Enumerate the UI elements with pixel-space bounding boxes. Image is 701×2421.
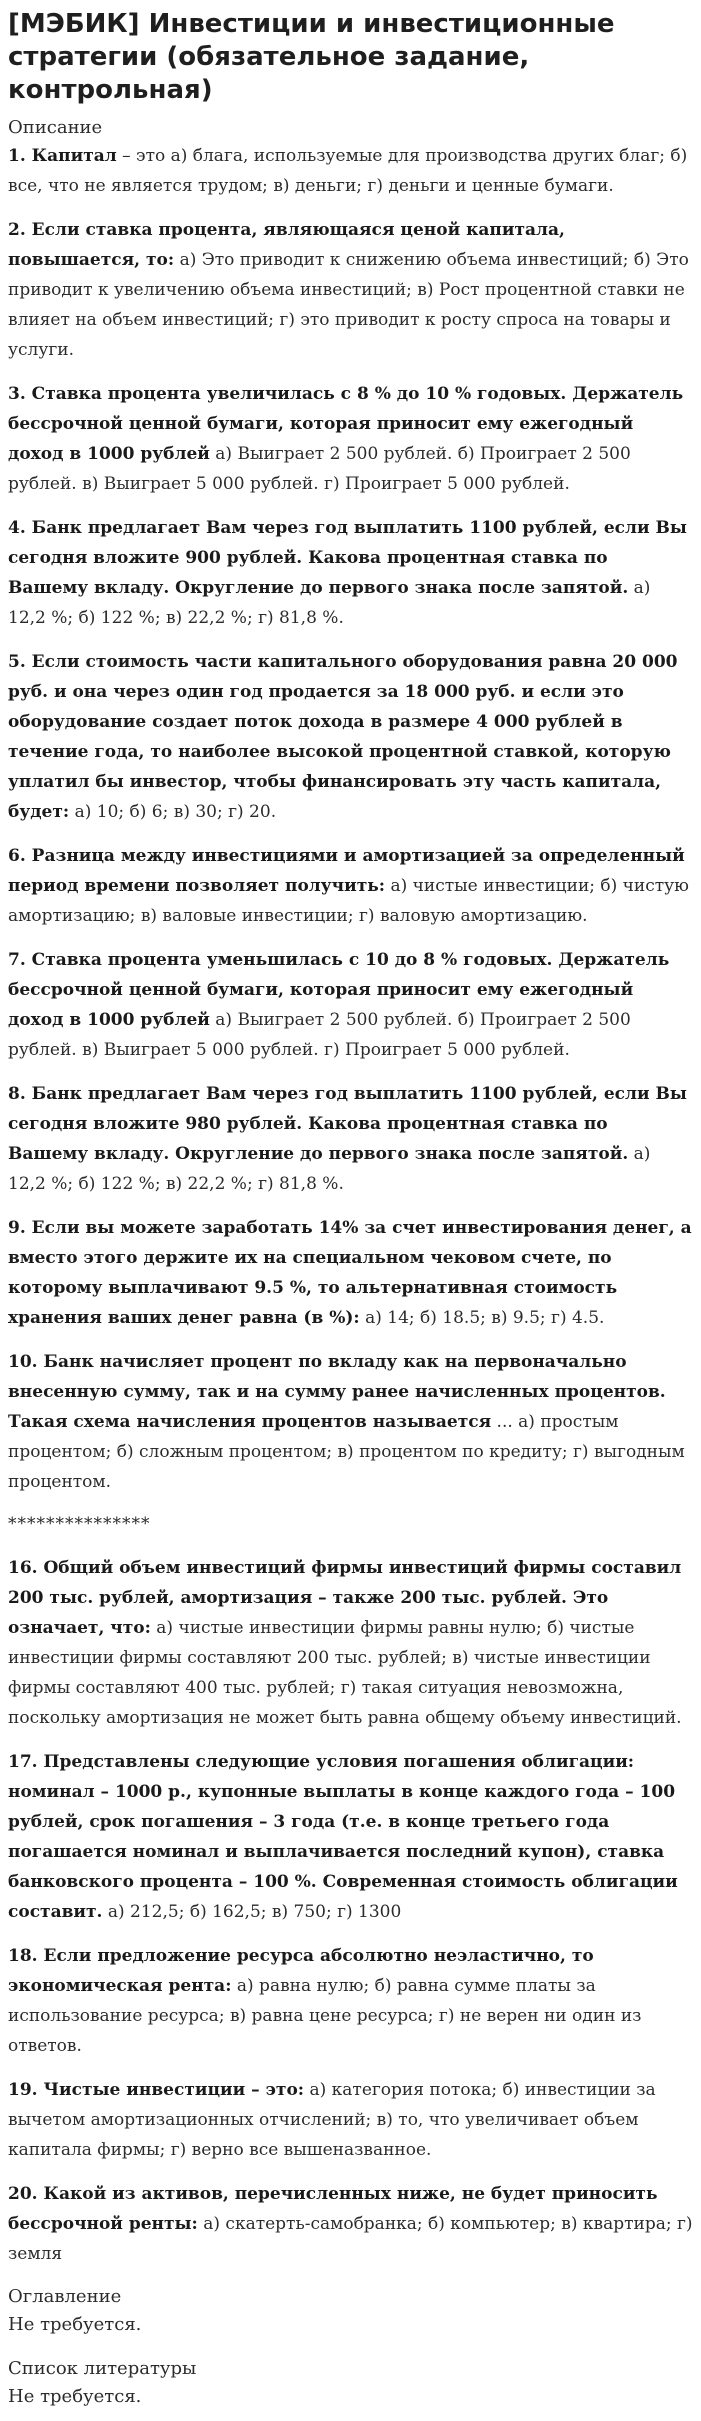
page-title: [МЭБИК] Инвестиции и инвестиционные стратегии (обязательное задание, контрольная)	[8, 9, 615, 105]
question-text: 9. Если вы можете заработать 14% за счет инвестирования денег, а вместо этого держите их на специальном чековом счете, по которому выплачивают 9.5 %, то альтернативная стоимость хранения ваших денег равна (в %):	[8, 1218, 692, 1328]
question-text: 1. Капитал	[8, 146, 117, 166]
question-text: 6. Разница между инвестициями и амортизацией за определенный период времени позволяет получить:	[8, 846, 685, 896]
question-item	[8, 1347, 693, 1497]
answer-options: а) 12,2 %; б) 122 %; в) 22,2 %; г) 81,8 %.	[8, 578, 651, 628]
references-label: Список литературы	[8, 2358, 197, 2379]
question-item	[8, 2179, 693, 2269]
question-item	[8, 513, 693, 633]
question-item	[8, 647, 693, 827]
answer-options: ... а) простым процентом; б) сложным процентом; в) процентом по кредиту; г) выгодным процентом.	[8, 1412, 685, 1492]
answer-options: а) чистые инвестиции; б) чистую амортизацию; в) валовые инвестиции; г) валовую амортизацию.	[8, 876, 689, 926]
question-item	[8, 2075, 693, 2165]
answer-options: а) 212,5; б) 162,5; в) 750; г) 1300	[102, 1902, 402, 1922]
question-text: 18. Если предложение ресурса абсолютно неэластично, то экономическая рента:	[8, 1946, 594, 1996]
answer-options: а) Выиграет 2 500 рублей. б) Проиграет 2 500 рублей. в) Выиграет 5 000 рублей. г) Проиграет 5 000 рублей.	[8, 444, 631, 494]
references-value: Не требуется.	[8, 2386, 142, 2407]
answer-options: а) равна нулю; б) равна сумме платы за использование ресурса; в) равна цене ресурса; г) не верен ни один из ответов.	[8, 1976, 642, 2056]
answer-options: а) Выиграет 2 500 рублей. б) Проиграет 2 500 рублей. в) Выиграет 5 000 рублей. г) Проиграет 5 000 рублей.	[8, 1010, 631, 1060]
answer-options: а) 14; б) 18.5; в) 9.5; г) 4.5.	[359, 1308, 605, 1328]
answer-options: а) чистые инвестиции фирмы равны нулю; б) чистые инвестиции фирмы составляют 200 тыс. рублей; в) чистые инвестиции фирмы составляют 400 тыс. рублей; г) такая ситуация невозможна, поскольку амортизация не может быть равна общему объему инвестиций.	[8, 1618, 682, 1728]
answer-options: а) скатерть-самобранка; б) компьютер; в) квартира; г) земля	[8, 2214, 693, 2264]
references-block	[8, 2355, 693, 2411]
toc-label: Оглавление	[8, 2286, 122, 2307]
question-text: 17. Представлены следующие условия погашения облигации: номинал – 1000 р., купонные выплаты в конце каждого года – 100 рублей, срок погашения – 3 года (т.е. в конце третьего года погашается номинал и выплачивается последний купон), ставка банковского процента – 100 %. Современная стоимость облигации составит.	[8, 1752, 678, 1922]
answer-options: – это а) блага, используемые для производства других благ; б) все, что не является трудом; в) деньги; г) деньги и ценные бумаги.	[8, 146, 688, 196]
question-text: 5. Если стоимость части капитального оборудования равна 20 000 руб. и она через один год продается за 18 000 руб. и если это оборудование создает поток дохода в размере 4 000 рублей в течение года, то наиболее высокой процентной ставкой, которую уплатил бы инвестор, чтобы финансировать эту часть капитала, будет:	[8, 652, 678, 822]
question-text: 8. Банк предлагает Вам через год выплатить 1100 рублей, если Вы сегодня вложите 980 рублей. Какова процентная ставка по Вашему вкладу. Округление до первого знака после запятой.	[8, 1084, 687, 1164]
question-item	[8, 215, 693, 365]
question-text: 3. Ставка процента увеличилась с 8 % до 10 % годовых. Держатель бессрочной ценной бумаги, которая приносит ему ежегодный доход в 1000 рублей	[8, 384, 684, 464]
question-item	[8, 1079, 693, 1199]
question-text: 16. Общий объем инвестиций фирмы инвестиций фирмы составил 200 тыс. рублей, амортизация – также 200 тыс. рублей. Это означает, что:	[8, 1558, 682, 1638]
description-label: Описание	[8, 117, 103, 138]
question-item	[8, 1747, 693, 1927]
question-item	[8, 1213, 693, 1333]
question-item	[8, 141, 693, 201]
question-item	[8, 945, 693, 1065]
question-item	[8, 1553, 693, 1733]
toc-value: Не требуется.	[8, 2314, 142, 2335]
question-item	[8, 379, 693, 499]
answer-options: а) 10; б) 6; в) 30; г) 20.	[69, 802, 277, 822]
question-text: 2. Если ставка процента, являющаяся ценой капитала, повышается, то:	[8, 220, 565, 270]
question-item	[8, 841, 693, 931]
question-text: 10. Банк начисляет процент по вкладу как на первоначально внесенную сумму, так и на сумму ранее начисленных процентов. Такая схема начисления процентов называется	[8, 1352, 666, 1432]
answer-options: а) Это приводит к снижению объема инвестиций; б) Это приводит к увеличению объема инвестиций; в) Рост процентной ставки не влияет на объем инвестиций; г) это приводит к росту спроса на товары и услуги.	[8, 250, 689, 360]
toc-block	[8, 2283, 693, 2339]
questions-list-a	[8, 141, 693, 1497]
question-text: 7. Ставка процента уменьшилась с 10 до 8 % годовых. Держатель бессрочной ценной бумаги, которая приносит ему ежегодный доход в 1000 рублей	[8, 950, 670, 1030]
divider: ***************	[8, 1514, 151, 1534]
question-text: 4. Банк предлагает Вам через год выплатить 1100 рублей, если Вы сегодня вложите 900 рублей. Какова процентная ставка по Вашему вкладу. Округление до первого знака после запятой.	[8, 518, 687, 598]
question-text: 19. Чистые инвестиции – это:	[8, 2080, 305, 2100]
answer-options: а) категория потока; б) инвестиции за вычетом амортизационных отчислений; в) то, что увеличивает объем капитала фирмы; г) верно все вышеназванное.	[8, 2080, 656, 2160]
answer-options: а) 12,2 %; б) 122 %; в) 22,2 %; г) 81,8 %.	[8, 1144, 651, 1194]
question-text: 20. Какой из активов, перечисленных ниже, не будет приносить бессрочной ренты:	[8, 2184, 658, 2234]
questions-list-b	[8, 1553, 693, 2269]
question-item	[8, 1941, 693, 2061]
